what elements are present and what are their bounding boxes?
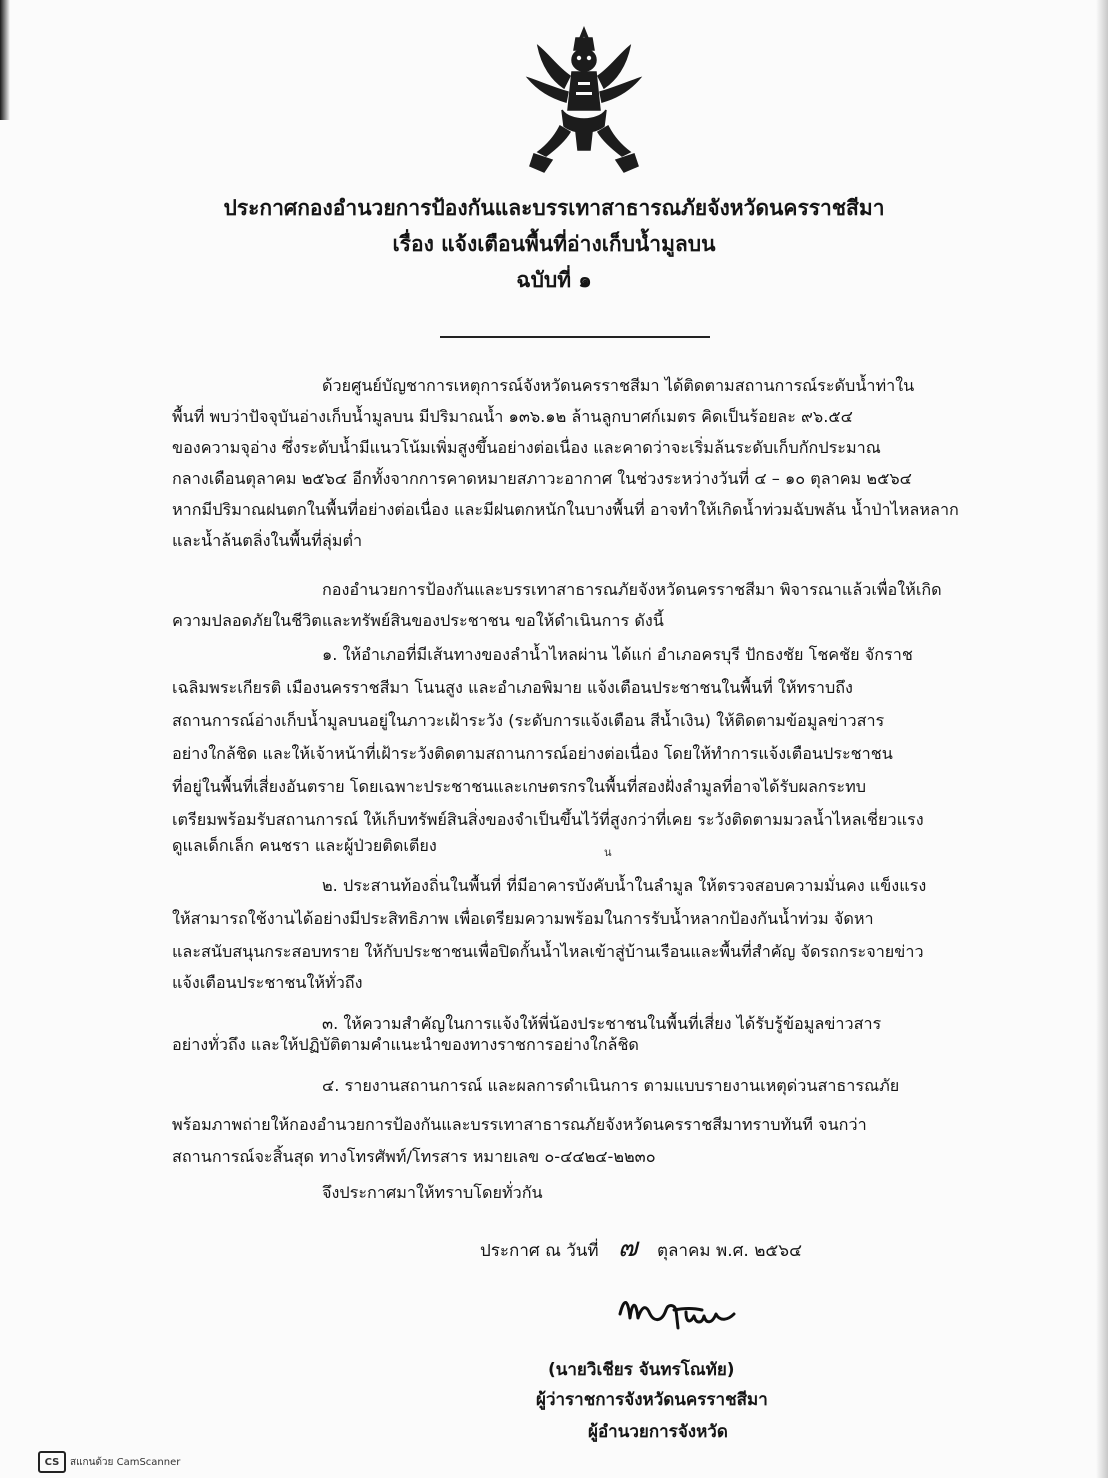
body-line: ๓. ให้ความสำคัญในการแจ้งให้พี่น้องประชาชนในพื้นที่เสี่ยง ได้รับรู้ข้อมูลข่าวสาร (322, 1014, 882, 1033)
body-line: และสนับสนุนกระสอบทราย ให้กับประชาชนเพื่อปิดกั้นน้ำไหลเข้าสู่บ้านเรือนและพื้นที่สำคัญ จัดรถกระจายข่าว (172, 942, 924, 961)
body-line: แจ้งเตือนประชาชนให้ทั่วถึง (172, 973, 363, 992)
signature-icon (612, 1288, 742, 1338)
body-line: ๑. ให้อำเภอที่มีเส้นทางของลำน้ำไหลผ่าน ได้แก่ อำเภอครบุรี ปักธงชัย โชคชัย จักราช (322, 645, 913, 664)
heading-issue-number: ฉบับที่ ๑ (516, 268, 592, 292)
date-prefix: ประกาศ ณ วันที่ (480, 1241, 599, 1261)
body-line: อย่างใกล้ชิด และให้เจ้าหน้าที่เฝ้าระวังติดตามสถานการณ์อย่างต่อเนื่อง โดยให้ทำการแจ้งเตือนประชาชน (172, 744, 893, 763)
initial-mark: น (604, 846, 612, 859)
signer-name: (นายวิเชียร จันทรโณทัย) (548, 1360, 735, 1380)
body-line: สถานการณ์อ่างเก็บน้ำมูลบนอยู่ในภาวะเฝ้าระวัง (ระดับการแจ้งเตือน สีน้ำเงิน) ให้ติดตามข้อมูลข่าวสาร (172, 711, 885, 730)
body-line: พื้นที่ พบว่าปัจจุบันอ่างเก็บน้ำมูลบน มีปริมาณน้ำ ๑๓๖.๑๒ ล้านลูกบาศก์เมตร คิดเป็นร้อยละ ๙๖.๕๔ (172, 407, 853, 426)
body-line: ของความจุอ่าง ซึ่งระดับน้ำมีแนวโน้มเพิ่มสูงขึ้นอย่างต่อเนื่อง และคาดว่าจะเริ่มล้นระดับเก็บกักประมาณ (172, 438, 881, 457)
heading-subject: เรื่อง แจ้งเตือนพื้นที่อ่างเก็บน้ำมูลบน (392, 232, 716, 256)
closing-line: จึงประกาศมาให้ทราบโดยทั่วกัน (322, 1183, 543, 1202)
body-line: ดูแลเด็กเล็ก คนชรา และผู้ป่วยติดเตียง (172, 836, 437, 855)
body-line: หากมีปริมาณฝนตกในพื้นที่อย่างต่อเนื่อง และมีฝนตกหนักในบางพื้นที่ อาจทำให้เกิดน้ำท่วมฉับพลัน น้ำป่าไหลหลาก (172, 500, 959, 519)
announcement-heading (0, 190, 1108, 298)
signer-position: ผู้ว่าราชการจังหวัดนครราชสีมา (536, 1390, 768, 1410)
body-line: อย่างทั่วถึง และให้ปฏิบัติตามคำแนะนำของทางราชการอย่างใกล้ชิด (172, 1035, 639, 1054)
announcement-date (480, 1233, 802, 1263)
scanner-watermark-text: สแกนด้วย CamScanner (70, 1456, 181, 1468)
date-day-handwritten: ๗ (618, 1233, 638, 1263)
body-line: กองอำนวยการป้องกันและบรรเทาสาธารณภัยจังหวัดนครราชสีมา พิจารณาแล้วเพื่อให้เกิด (322, 580, 942, 599)
body-line: ให้สามารถใช้งานได้อย่างมีประสิทธิภาพ เพื่อเตรียมความพร้อมในการรับน้ำหลากป้องกันน้ำท่วม จัดหา (172, 909, 874, 928)
signer-position-secondary: ผู้อำนวยการจังหวัด (588, 1422, 728, 1442)
heading-divider (440, 336, 710, 338)
body-line: และน้ำล้นตลิ่งในพื้นที่ลุ่มต่ำ (172, 531, 363, 550)
body-line: กลางเดือนตุลาคม ๒๕๖๔ อีกทั้งจากการคาดหมายสภาวะอากาศ ในช่วงระหว่างวันที่ ๔ – ๑๐ ตุลาคม ๒๕๖๔ (172, 469, 912, 488)
body-line: ด้วยศูนย์บัญชาการเหตุการณ์จังหวัดนครราชสีมา ได้ติดตามสถานการณ์ระดับน้ำท่าใน (322, 376, 915, 395)
heading-title: ประกาศกองอำนวยการป้องกันและบรรเทาสาธารณภัยจังหวัดนครราชสีมา (223, 196, 885, 220)
body-line: ความปลอดภัยในชีวิตและทรัพย์สินของประชาชน ขอให้ดำเนินการ ดังนี้ (172, 611, 664, 630)
date-month-year: ตุลาคม พ.ศ. ๒๕๖๔ (657, 1241, 802, 1261)
scanner-watermark (38, 1450, 180, 1474)
body-line: ๔. รายงานสถานการณ์ และผลการดำเนินการ ตามแบบรายงานเหตุด่วนสาธารณภัย (322, 1076, 900, 1095)
body-line: ที่อยู่ในพื้นที่เสี่ยงอันตราย โดยเฉพาะประชาชนและเกษตรกรในพื้นที่สองฝั่งลำมูลที่อาจได้รับผลกระทบ (172, 777, 867, 796)
body-line: พร้อมภาพถ่ายให้กองอำนวยการป้องกันและบรรเทาสาธารณภัยจังหวัดนครราชสีมาทราบทันที จนกว่า (172, 1115, 867, 1134)
body-line: สถานการณ์จะสิ้นสุด ทางโทรศัพท์/โทรสาร หมายเลข ๐-๔๔๒๔-๒๒๓๐ (172, 1147, 656, 1166)
garuda-emblem-icon (524, 26, 644, 176)
body-line: เตรียมพร้อมรับสถานการณ์ ให้เก็บทรัพย์สินสิ่งของจำเป็นขึ้นไว้ที่สูงกว่าที่เคย ระวังติดตามมวลน้ำไหลเชี่ยวแรง (172, 810, 924, 829)
body-line: เฉลิมพระเกียรติ เมืองนครราชสีมา โนนสูง และอำเภอพิมาย แจ้งเตือนประชาชนในพื้นที่ ให้ทราบถึง (172, 678, 853, 697)
scan-edge-shadow (0, 0, 10, 120)
camscanner-logo-icon: CS (38, 1451, 66, 1473)
body-line: ๒. ประสานท้องถิ่นในพื้นที่ ที่มีอาคารบังคับน้ำในลำมูล ให้ตรวจสอบความมั่นคง แข็งแรง (322, 876, 927, 895)
